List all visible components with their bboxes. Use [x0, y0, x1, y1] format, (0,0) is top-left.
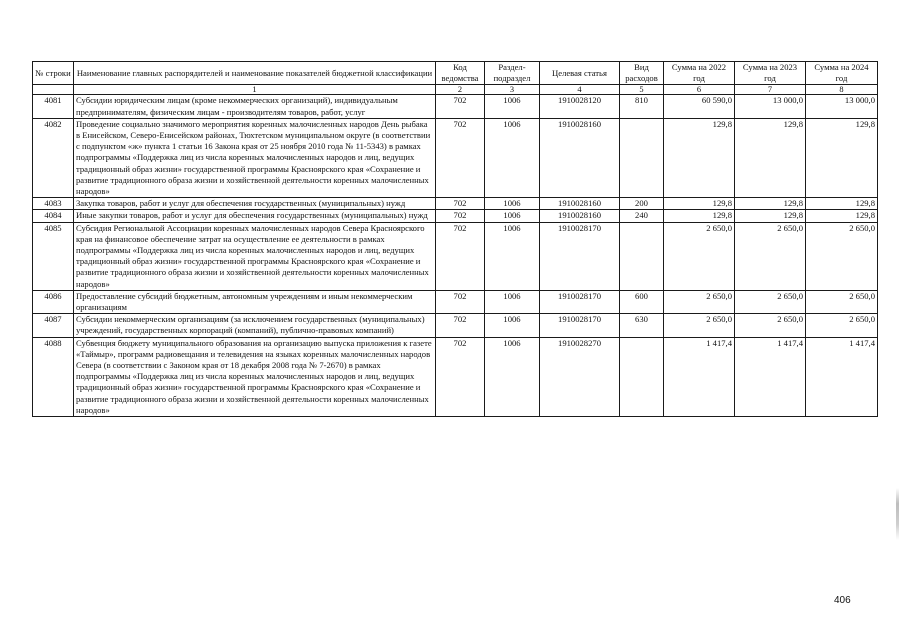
- sum-2023: 2 650,0: [735, 222, 806, 290]
- column-number: 4: [540, 85, 620, 95]
- dept-code: 702: [436, 198, 485, 210]
- expense-type-code: [620, 222, 664, 290]
- row-number: 4081: [33, 95, 74, 118]
- budget-table: [32, 61, 878, 417]
- table-row: [33, 314, 878, 337]
- expense-type-code: [620, 118, 664, 197]
- section-code: 1006: [485, 118, 540, 197]
- expense-type-code: 810: [620, 95, 664, 118]
- header-row: [33, 62, 878, 85]
- scan-edge-mark: [896, 488, 899, 540]
- header-sum-2023: Сумма на 2023 год: [735, 62, 806, 85]
- row-number: 4087: [33, 314, 74, 337]
- row-name: Проведение социально значимого мероприятия коренных малочисленных народов День рыбака в Енисейском, Северо-Енисейском районах, Тюхтетском муниципальном округе (в соответствии с подпунктом «ж» пункта 1 статьи 16 Закона края от 25 ноября 2010 года № 11-5343) в рамках подпрограммы «Поддержка лиц из числа коренных малочисленных народов и лиц, ведущих традиционный образ жизни» государственной программы Красноярского края «Сохранение и развитие традиционного образа жизни и хозяйственной деятельности коренных малочисленных народов»: [74, 118, 436, 197]
- dept-code: 702: [436, 314, 485, 337]
- target-code: 1910028170: [540, 314, 620, 337]
- row-name: Субсидии юридическим лицам (кроме некоммерческих организаций), индивидуальным предпринимателям, физическим лицам - производителям товаров, работ, услуг: [74, 95, 436, 118]
- row-name: Предоставление субсидий бюджетным, автономным учреждениям и иным некоммерческим организациям: [74, 290, 436, 313]
- target-code: 1910028170: [540, 290, 620, 313]
- sum-2023: 129,8: [735, 198, 806, 210]
- expense-type-code: 240: [620, 210, 664, 222]
- row-name: Субсидия Региональной Ассоциации коренных малочисленных народов Севера Красноярского края на финансовое обеспечение затрат на осуществление ее деятельности в рамках подпрограммы «Поддержка лиц из числа коренных малочисленных народов и лиц, ведущих традиционный образ жизни» государственной программы Красноярского края «Сохранение и развитие традиционного образа жизни и хозяйственной деятельности коренных малочисленных народов»: [74, 222, 436, 290]
- section-code: 1006: [485, 198, 540, 210]
- target-code: 1910028120: [540, 95, 620, 118]
- sum-2024: 2 650,0: [806, 290, 878, 313]
- target-code: 1910028160: [540, 198, 620, 210]
- row-number: 4083: [33, 198, 74, 210]
- header-expense-type: Вид расходов: [620, 62, 664, 85]
- header-name: Наименование главных распорядителей и наименование показателей бюджетной классификации: [74, 62, 436, 85]
- section-code: 1006: [485, 314, 540, 337]
- table-row: [33, 95, 878, 118]
- row-number: 4084: [33, 210, 74, 222]
- target-code: 1910028170: [540, 222, 620, 290]
- sum-2022: 2 650,0: [664, 314, 735, 337]
- header-section: Раздел-подраздел: [485, 62, 540, 85]
- dept-code: 702: [436, 118, 485, 197]
- row-number: 4088: [33, 337, 74, 416]
- sum-2023: 129,8: [735, 210, 806, 222]
- page-number: 406: [834, 595, 851, 606]
- table-row: [33, 222, 878, 290]
- header-sum-2022: Сумма на 2022 год: [664, 62, 735, 85]
- row-name: Субвенция бюджету муниципального образования на организацию выпуска приложения к газете «Таймыр», программ радиовещания и телевидения на языках коренных малочисленных народов Севера (в соответствии с Законом края от 18 декабря 2008 года № 7-2670) в рамках подпрограммы «Поддержка лиц из числа коренных малочисленных народов и лиц, ведущих традиционный образ жизни» государственной программы Красноярского края «Сохранение и развитие традиционного образа жизни и хозяйственной деятельности коренных малочисленных народов»: [74, 337, 436, 416]
- sum-2024: 1 417,4: [806, 337, 878, 416]
- dept-code: 702: [436, 95, 485, 118]
- sum-2022: 129,8: [664, 210, 735, 222]
- header-dept-code: Код ведомства: [436, 62, 485, 85]
- section-code: 1006: [485, 222, 540, 290]
- header-sum-2024: Сумма на 2024 год: [806, 62, 878, 85]
- section-code: 1006: [485, 337, 540, 416]
- sum-2023: 2 650,0: [735, 314, 806, 337]
- section-code: 1006: [485, 210, 540, 222]
- table-row: [33, 210, 878, 222]
- header-row-no: № строки: [33, 62, 74, 85]
- sum-2024: 129,8: [806, 210, 878, 222]
- dept-code: 702: [436, 337, 485, 416]
- column-number: 1: [74, 85, 436, 95]
- expense-type-code: 630: [620, 314, 664, 337]
- column-number-row: [33, 85, 878, 95]
- header-target: Целевая статья: [540, 62, 620, 85]
- column-number: 7: [735, 85, 806, 95]
- sum-2024: 13 000,0: [806, 95, 878, 118]
- sum-2024: 2 650,0: [806, 222, 878, 290]
- sum-2023: 2 650,0: [735, 290, 806, 313]
- target-code: 1910028270: [540, 337, 620, 416]
- sum-2022: 2 650,0: [664, 290, 735, 313]
- sum-2024: 129,8: [806, 198, 878, 210]
- sum-2024: 2 650,0: [806, 314, 878, 337]
- section-code: 1006: [485, 95, 540, 118]
- expense-type-code: 600: [620, 290, 664, 313]
- column-number: 3: [485, 85, 540, 95]
- target-code: 1910028160: [540, 210, 620, 222]
- sum-2022: 129,8: [664, 198, 735, 210]
- row-number: 4086: [33, 290, 74, 313]
- sum-2022: 2 650,0: [664, 222, 735, 290]
- table-row: [33, 118, 878, 197]
- column-number: 5: [620, 85, 664, 95]
- sum-2024: 129,8: [806, 118, 878, 197]
- table-row: [33, 198, 878, 210]
- row-number: 4082: [33, 118, 74, 197]
- column-number: 6: [664, 85, 735, 95]
- row-name: Иные закупки товаров, работ и услуг для обеспечения государственных (муниципальных) нужд: [74, 210, 436, 222]
- dept-code: 702: [436, 222, 485, 290]
- sum-2022: 1 417,4: [664, 337, 735, 416]
- sum-2023: 13 000,0: [735, 95, 806, 118]
- column-number: 2: [436, 85, 485, 95]
- expense-type-code: [620, 337, 664, 416]
- sum-2022: 129,8: [664, 118, 735, 197]
- column-number: [33, 85, 74, 95]
- table-row: [33, 290, 878, 313]
- sum-2023: 129,8: [735, 118, 806, 197]
- section-code: 1006: [485, 290, 540, 313]
- row-name: Закупка товаров, работ и услуг для обеспечения государственных (муниципальных) нужд: [74, 198, 436, 210]
- table-row: [33, 337, 878, 416]
- column-number: 8: [806, 85, 878, 95]
- row-number: 4085: [33, 222, 74, 290]
- sum-2022: 60 590,0: [664, 95, 735, 118]
- row-name: Субсидии некоммерческим организациям (за исключением государственных (муниципальных) учреждений, государственных корпораций (компаний), публично-правовых компаний): [74, 314, 436, 337]
- expense-type-code: 200: [620, 198, 664, 210]
- dept-code: 702: [436, 290, 485, 313]
- target-code: 1910028160: [540, 118, 620, 197]
- dept-code: 702: [436, 210, 485, 222]
- sum-2023: 1 417,4: [735, 337, 806, 416]
